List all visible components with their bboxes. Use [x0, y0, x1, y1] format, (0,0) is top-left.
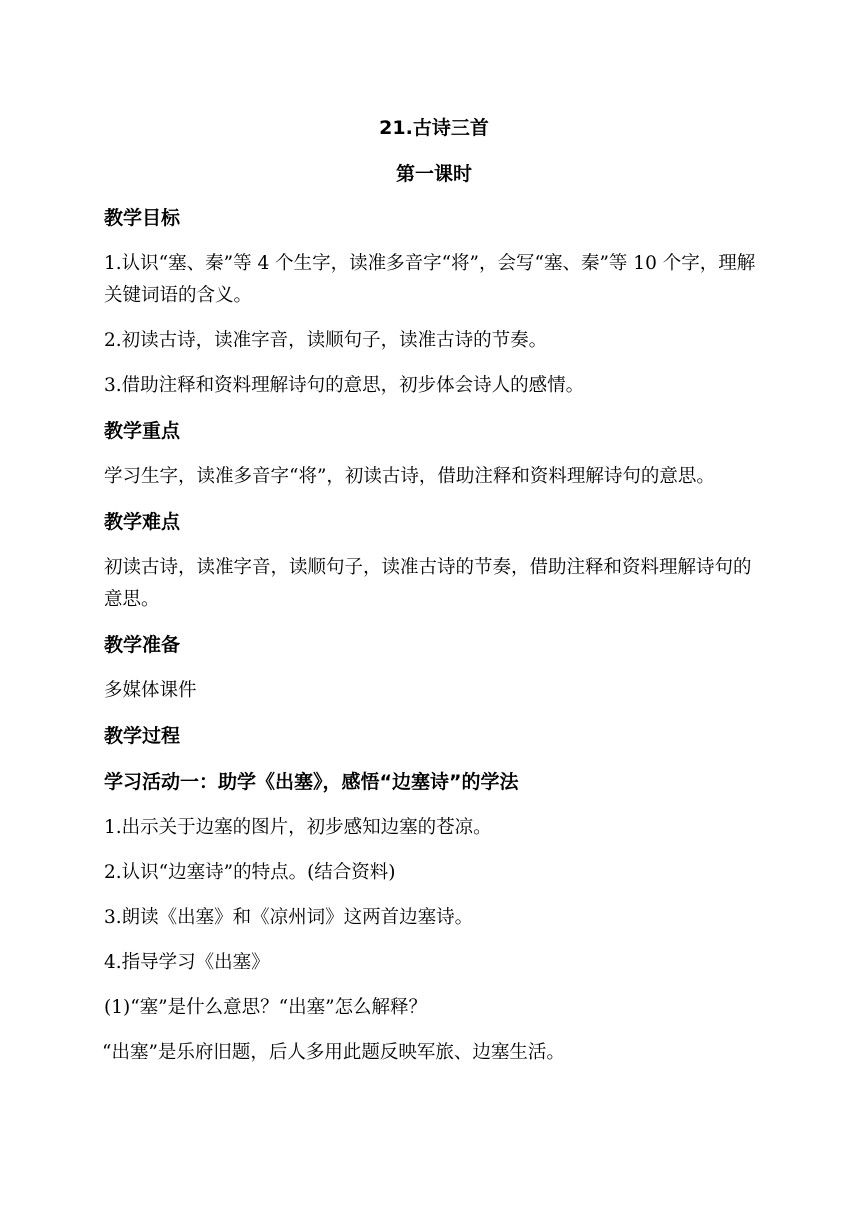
key-points-text: 学习生字，读准多音字“将”，初读古诗，借助注释和资料理解诗句的意思。 [104, 466, 715, 487]
activity-step-3: 3.朗读《出塞》和《凉州词》这两首边塞诗。 [104, 907, 474, 928]
objective-3: 3.借助注释和资料理解诗句的意思，初步体会诗人的感情。 [104, 375, 585, 396]
lesson-subtitle: 第一课时 [395, 163, 472, 185]
activity-step-2: 2.认识“边塞诗”的特点。(结合资料) [104, 862, 396, 883]
preparation-text: 多媒体课件 [104, 680, 197, 701]
activity-answer-1: “出塞”是乐府旧题，后人多用此题反映军旅、边塞生活。 [102, 1042, 565, 1063]
section-heading-objectives: 教学目标 [104, 207, 181, 229]
document-title: 21.古诗三首 [379, 117, 489, 139]
section-heading-key-points: 教学重点 [104, 420, 181, 442]
section-heading-process: 教学过程 [104, 725, 181, 747]
difficulties-text: 初读古诗，读准字音，读顺句子，读准古诗的节奏，借助注释和资料理解诗句的意思。 [104, 557, 752, 610]
section-heading-difficulties: 教学难点 [104, 511, 181, 533]
section-heading-preparation: 教学准备 [104, 634, 181, 656]
activity-one-heading: 学习活动一：助学《出塞》，感悟“边塞诗”的学法 [104, 771, 519, 793]
activity-step-4: 4.指导学习《出塞》 [104, 952, 270, 973]
document-page [104, 112, 764, 1082]
activity-question-1: (1)“塞”是什么意思？“出塞”怎么解释？ [104, 997, 428, 1018]
activity-step-1: 1.出示关于边塞的图片，初步感知边塞的苍凉。 [104, 817, 492, 838]
objective-1: 1.认识“塞、秦”等 4 个生字，读准多音字“将”，会写“塞、秦”等 10 个字，理解关键词语的含义。 [104, 253, 756, 306]
objective-2: 2.初读古诗，读准字音，读顺句子，读准古诗的节奏。 [104, 330, 548, 351]
